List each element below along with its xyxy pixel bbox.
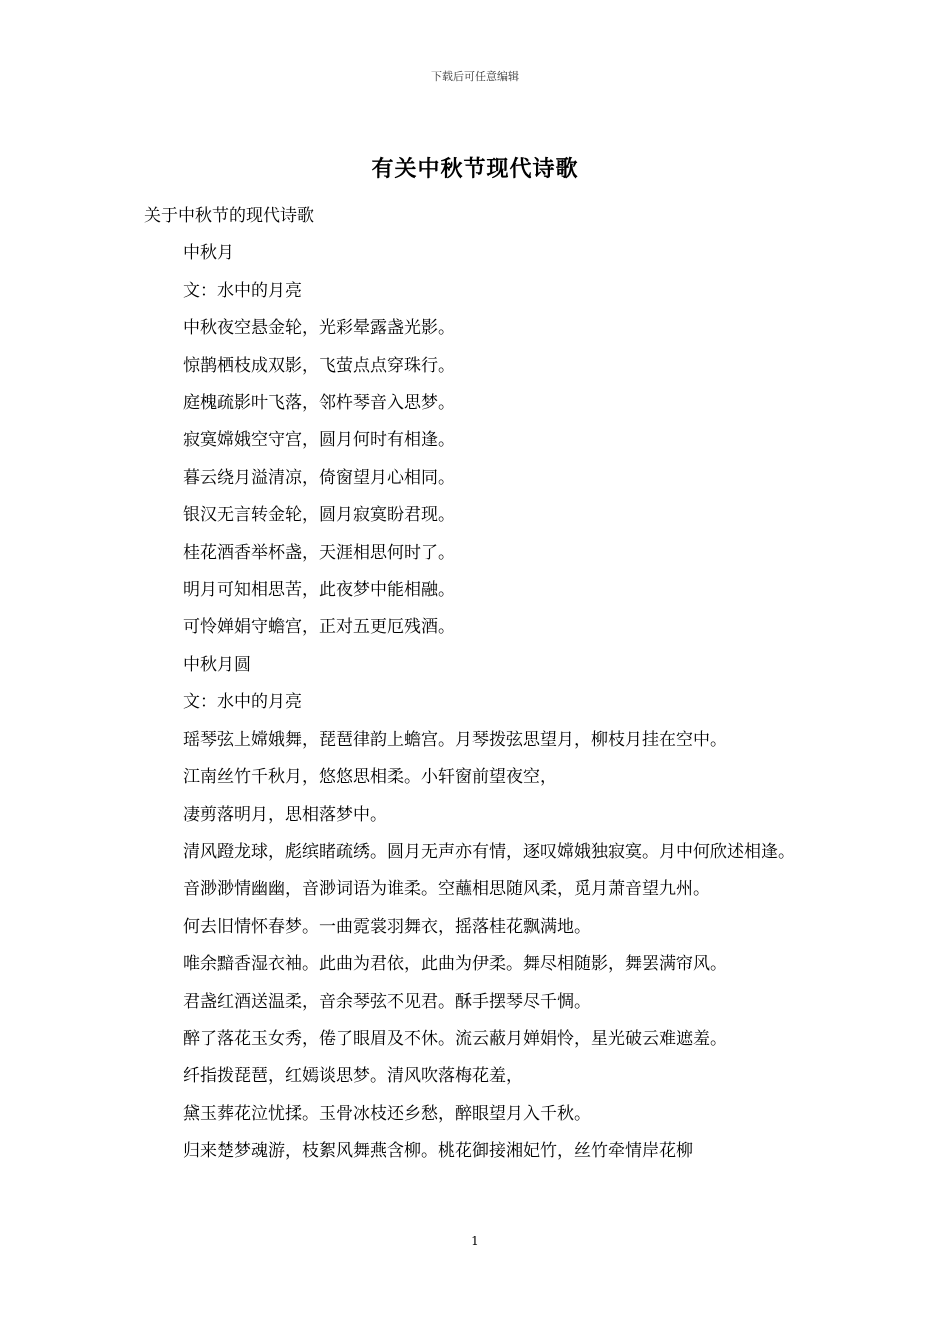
poem-line: 凄剪落明月，思相落梦中。 — [183, 804, 387, 825]
header-note: 下载后可任意编辑 — [431, 70, 519, 83]
poem-author: 文：水中的月亮 — [183, 692, 302, 713]
intro-line: 关于中秋节的现代诗歌 — [144, 206, 314, 226]
poem-line: 音渺渺情幽幽，音渺词语为谁柔。空蘸相思随风柔，觅月萧音望九州。 — [183, 879, 710, 900]
poem-line: 黛玉葬花泣忧揉。玉骨冰枝还乡愁，醉眼望月入千秋。 — [183, 1103, 591, 1124]
poem-line: 明月可知相思苦，此夜梦中能相融。 — [183, 580, 455, 601]
poem-line: 庭槐疏影叶飞落，邻杵琴音入思梦。 — [183, 393, 455, 414]
poem-line: 中秋夜空悬金轮，光彩晕露盏光影。 — [183, 318, 455, 339]
poem-line: 可怜婵娟守蟾宫，正对五更厄残酒。 — [183, 617, 455, 638]
poem-line: 惊鹊栖枝成双影，飞萤点点穿珠行。 — [183, 355, 455, 376]
poem-line: 银汉无言转金轮，圆月寂寞盼君现。 — [183, 505, 455, 526]
poem-line: 君盏红酒送温柔，音余琴弦不见君。酥手摆琴尽千惆。 — [183, 991, 591, 1012]
poem-line: 归来楚梦魂游，枝絮风舞燕含柳。桃花御接湘妃竹，丝竹牵情岸花柳 — [183, 1141, 693, 1162]
poem-line: 江南丝竹千秋月，悠悠思相柔。小轩窗前望夜空， — [183, 767, 557, 788]
poem-line: 暮云绕月溢清凉，倚窗望月心相同。 — [183, 467, 455, 488]
poem-line: 唯余黯香湿衣袖。此曲为君依，此曲为伊柔。舞尽相随影，舞罢满帘风。 — [183, 954, 727, 975]
poem-author: 文：水中的月亮 — [183, 280, 302, 301]
poem-line: 纤指拨琵琶，红嫣谈思梦。清风吹落梅花羞， — [183, 1066, 523, 1087]
poem-line: 何去旧情怀春梦。一曲霓裳羽舞衣，摇落桂花飘满地。 — [183, 916, 591, 937]
poem-line: 桂花酒香举杯盏，天涯相思何时了。 — [183, 542, 455, 563]
poem-line: 寂寞嫦娥空守宫，圆月何时有相逢。 — [183, 430, 455, 451]
poem-line: 瑶琴弦上嫦娥舞，琵琶律韵上蟾宫。月琴拨弦思望月，柳枝月挂在空中。 — [183, 729, 727, 750]
document-body — [144, 198, 814, 1171]
poem-line: 醉了落花玉女秀，倦了眼眉及不休。流云蔽月婵娟怜，星光破云难遮羞。 — [183, 1028, 727, 1049]
poem-heading: 中秋月圆 — [183, 654, 251, 675]
poem-heading: 中秋月 — [183, 243, 234, 264]
page-number: 1 — [471, 1234, 479, 1248]
poem-line: 清风蹬龙球，彪缤睹疏绣。圆月无声亦有情，逐叹嫦娥独寂寞。月中何欣述相逢。 — [183, 841, 795, 862]
document-title: 有关中秋节现代诗歌 — [371, 156, 579, 182]
